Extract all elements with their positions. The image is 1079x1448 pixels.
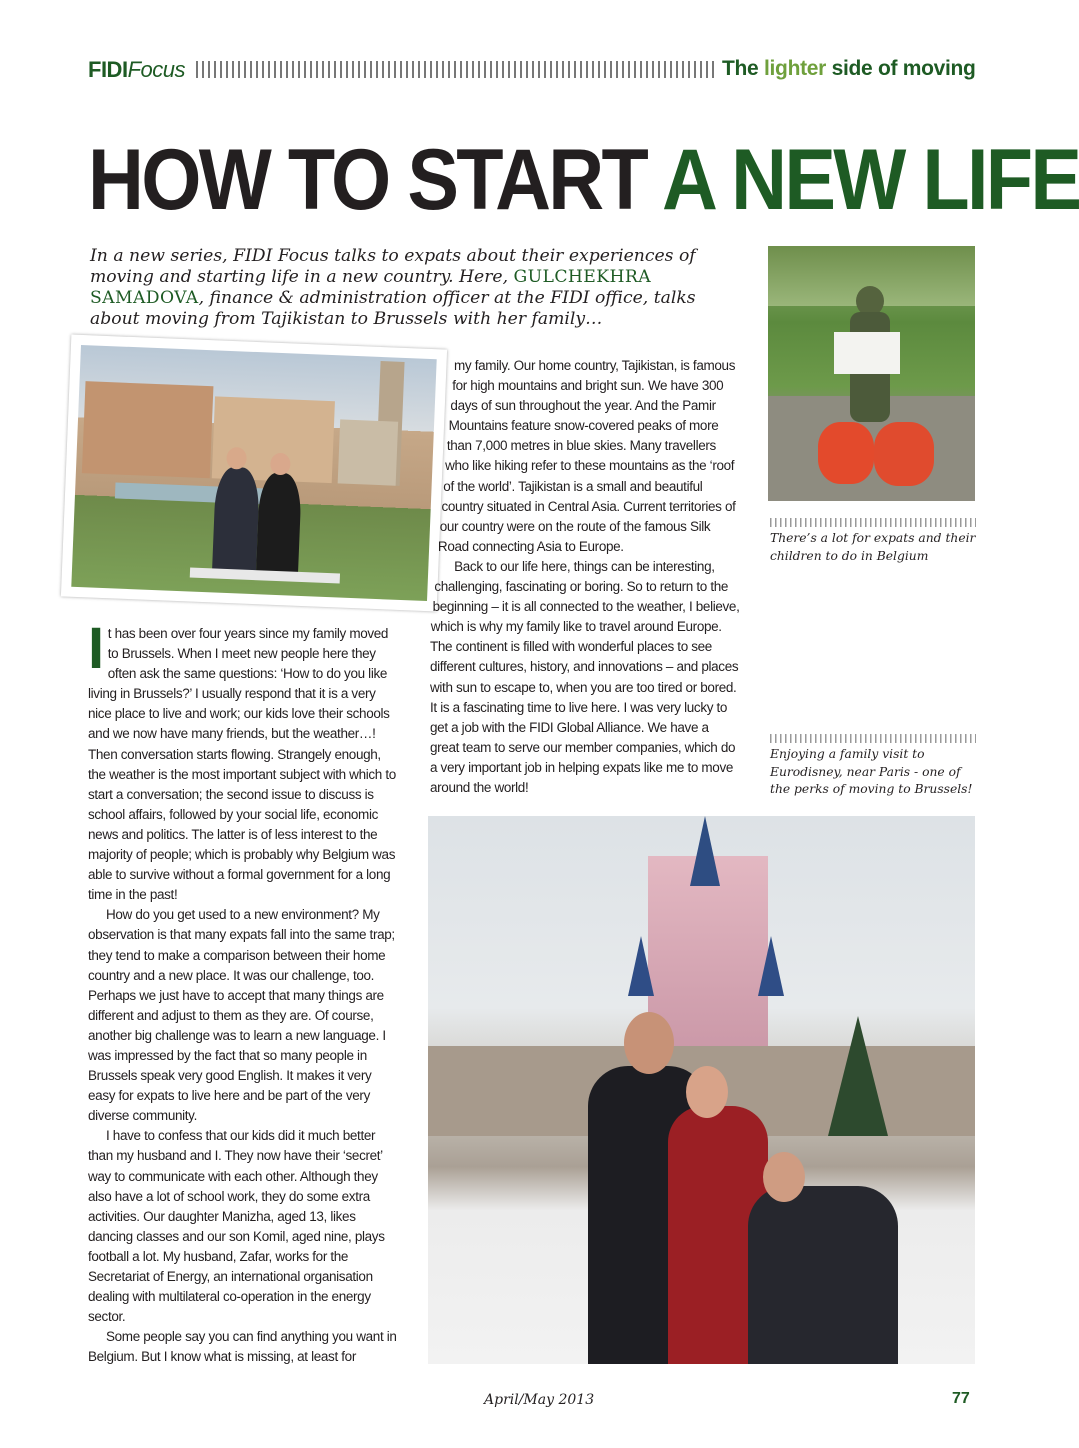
magazine-brand — [88, 57, 185, 83]
family-photo-square — [61, 335, 447, 612]
caption-rule — [770, 518, 976, 527]
paragraph: Back to our life here, things can be interesting, challenging, fascinating or boring. So to return to the beginning – it is all connected to the weather, I believe, which is why my family like to travel around Europe. The continent is filled with wonderful places to see different cultures, history, and innovations – and places with sun to escape to, when you are too tired or bored. It is a fascinating time to live here. I was very lucky to get a job with the FIDI Global Alliance. We have a great team to serve our member companies, which do a very important job in helping expats like me to move around the world! — [430, 558, 740, 795]
section-title-pre: The — [722, 57, 764, 80]
paragraph-text: t has been over four years since my family moved to Brussels. When I meet new people here they often ask the same questions: ‘How to do you like living in Brussels?’ I usually respond that it is a very nice place to live and work; our kids love their schools and we now have many friends, but the weather…! Then conversation starts flowing. Strangely enough, the weather is the most important subject with which to start a conversation; the second issue to discuss is school affairs, followed by your social life, economic news and politics. The latter is of less interest to the majority of people; which is probably why Belgium was able to survive without a formal government for a long time in the past! — [88, 626, 396, 903]
photo-square-image — [71, 345, 436, 601]
paragraph: How do you get used to a new environment? My observation is that many expats fall into the same trap; they tend to make a comparison between their home country and a new place. It was our challenge, too. Perhaps we just have to accept that many things are different and adjust to them as they are. Of course, another big challenge was to learn a new language. I was impressed by the fact that so many people in Brussels speak very good English. It makes it very easy for expats to live here and be part of the very diverse community. — [88, 907, 395, 1124]
bench — [190, 568, 340, 584]
paragraph: my family. Our home country, Tajikistan, is famous for high mountains and bright sun. We have 300 days of sun throughout the year. And the Pamir Mountains feature snow-covered peaks of more than 7,000 metres in blue skies. Many travellers who like hiking refer to these mountains as the ‘roof of the world’. Tajikistan is a small and beautiful country situated in Central Asia. Current territories of our country were on the route of the famous Silk Road connecting Asia to Europe. — [437, 358, 736, 554]
church — [338, 419, 399, 485]
article-column-1 — [88, 616, 400, 1367]
paragraph: Some people say you can find anything you want in Belgium. But I know what is missing, at least for — [88, 1329, 397, 1365]
right-clog — [874, 422, 934, 486]
title-part-1: HOW TO START — [88, 132, 647, 228]
eurodisney-family-photo — [428, 816, 975, 1364]
map-paper — [834, 332, 900, 374]
drop-cap: I — [88, 616, 104, 681]
daughter-face — [686, 1066, 728, 1118]
brand-italic: Focus — [127, 57, 185, 82]
paragraph — [88, 616, 400, 905]
article-column-2 — [430, 356, 740, 798]
brand-bold: FIDI — [88, 57, 128, 82]
caption-rule — [770, 734, 976, 743]
paragraph: I have to confess that our kids did it much better than my husband and I. They now have their ‘secret’ way to communicate with each other. Although they also have a lot of school work, they do some extra activities. Our daughter Manizha, aged 13, likes dancing classes and our son Komil, aged nine, plays football a lot. My husband, Zafar, works for the Secretariat of Energy, an international organisation dealing with multilateral co-operation in the energy sector. — [88, 1128, 385, 1325]
page-number: 77 — [952, 1390, 970, 1407]
castle-spire — [690, 816, 720, 886]
person-woman — [256, 472, 302, 580]
person-man — [212, 466, 260, 578]
building-left — [82, 381, 214, 478]
page-title — [88, 130, 1079, 230]
title-part-2: A NEW LIFE — [662, 132, 1079, 228]
intro-standfirst — [90, 246, 750, 330]
section-title-accent: lighter — [763, 57, 827, 80]
photo-caption-belgium: There’s a lot for expats and their children to do in Belgium — [770, 531, 976, 563]
son — [748, 1186, 898, 1364]
intro-author-name: GULCHEKHRA SAMADOVA — [90, 267, 652, 308]
header-tick-rule — [196, 61, 716, 78]
section-title-post: side of moving — [826, 57, 976, 80]
son-face — [763, 1152, 805, 1202]
father-face — [624, 1012, 674, 1074]
intro-after: , finance & administration officer at the FIDI office, talks about moving from Tajikistan to Brussels with her family… — [90, 288, 696, 329]
section-title — [722, 57, 976, 81]
issue-date: April/May 2013 — [484, 1392, 595, 1408]
child-in-clogs-photo — [768, 246, 975, 501]
photo-caption-eurodisney: Enjoying a family visit to Eurodisney, near Paris - one of the perks of moving to Brussels! — [770, 747, 973, 796]
intro-before: In a new series, FIDI Focus talks to expats about their experiences of moving and starting life in a new country. Here, — [90, 246, 696, 287]
left-clog — [818, 422, 874, 484]
